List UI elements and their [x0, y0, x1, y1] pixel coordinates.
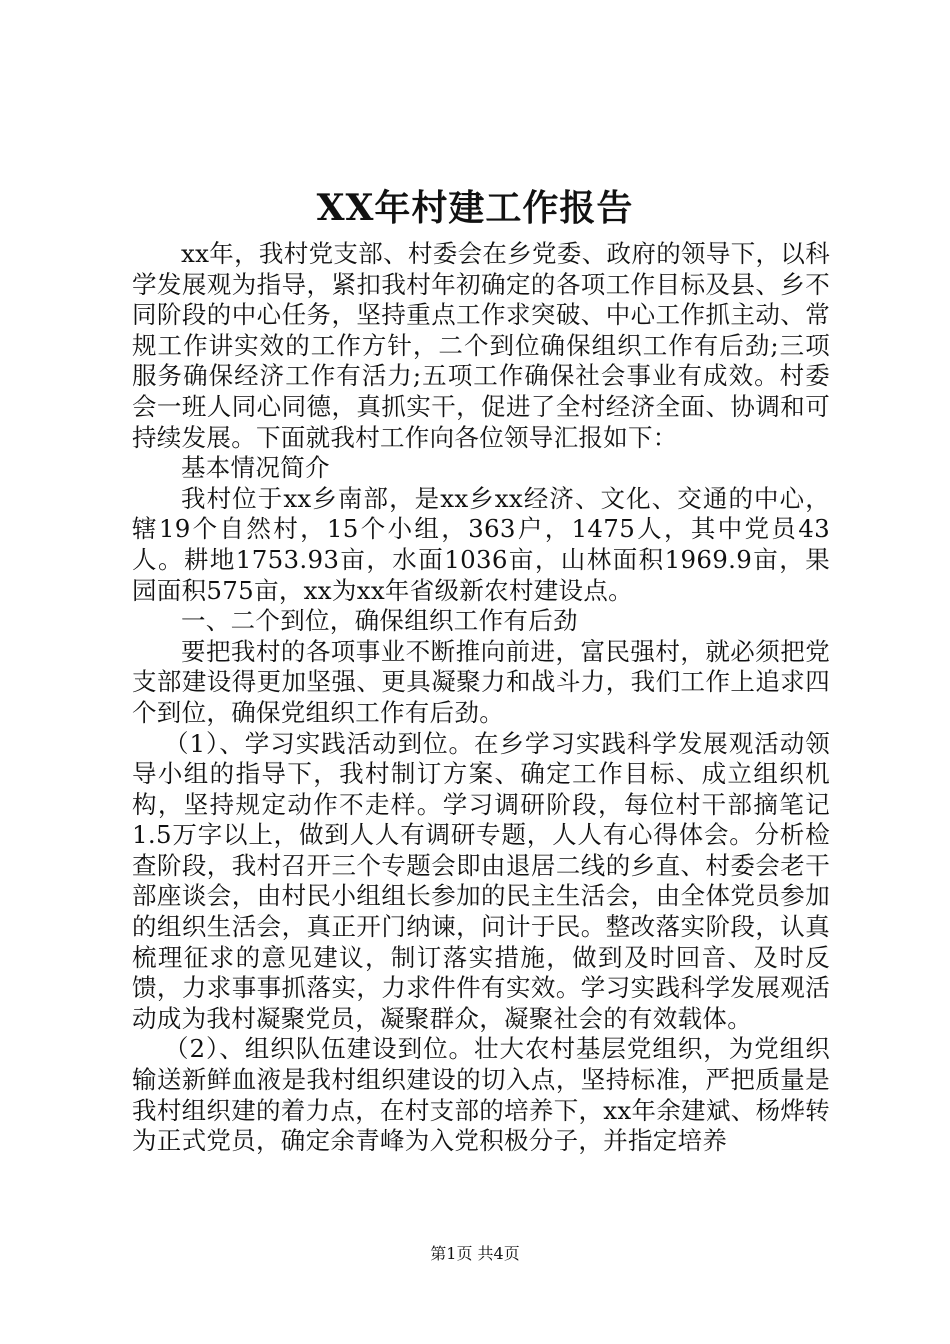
document-title: XX年村建工作报告	[316, 187, 634, 229]
paragraph-village-overview: 我村位于xx乡南部，是xx乡xx经济、文化、交通的中心，辖19个自然村，15个小组，363户，1475人，其中党员43人。耕地1753.93亩，水面1036亩，山林面积1969.9亩，果园面积575亩，xx为xx年省级新农村建设点。	[132, 483, 830, 605]
paragraph-item-1: （1）、学习实践活动到位。在乡学习实践科学发展观活动领导小组的指导下，我村制订方案、确定工作目标、成立组织机构，坚持规定动作不走样。学习调研阶段，每位村干部摘笔记1.5万字以上，做到人人有调研专题，人人有心得体会。分析检查阶段，我村召开三个专题会即由退居二线的乡直、村委会老干部座谈会，由村民小组组长参加的民主生活会，由全体党员参加的组织生活会，真正开门纳谏，问计于民。整改落实阶段，认真梳理征求的意见建议，制订落实措施，做到及时回音、及时反馈，力求事事抓落实，力求件件有实效。学习实践科学发展观活动成为我村凝聚党员，凝聚群众，凝聚社会的有效载体。	[132, 728, 830, 1033]
paragraph-item-2: （2）、组织队伍建设到位。壮大农村基层党组织，为党组织输送新鲜血液是我村组织建设的切入点，坚持标准，严把质量是我村组织建的着力点，在村支部的培养下，xx年余建斌、杨烨转为正式党员，确定余青峰为入党积极分子，并指定培养	[132, 1034, 830, 1156]
paragraph-intro: xx年，我村党支部、村委会在乡党委、政府的领导下，以科学发展观为指导，紧扣我村年初确定的各项工作目标及县、乡不同阶段的中心任务，坚持重点工作求突破、中心工作抓主动、常规工作讲实效的工作方针，二个到位确保组织工作有后劲;三项服务确保经济工作有活力;五项工作确保社会事业有成效。村委会一班人同心同德，真抓实干，促进了全村经济全面、协调和可持续发展。下面就我村工作向各位领导汇报如下：	[132, 239, 830, 452]
paragraph-part-one-intro: 要把我村的各项事业不断推向前进，富民强村，就必须把党支部建设得更加坚强、更具凝聚力和战斗力，我们工作上追求四个到位，确保党组织工作有后劲。	[132, 636, 830, 727]
section-heading-part-one: 一、二个到位，确保组织工作有后劲	[181, 606, 578, 636]
document-body	[132, 239, 830, 1157]
page-number-footer: 第1页 共4页	[430, 1244, 520, 1263]
section-heading-basic-info: 基本情况简介	[181, 453, 330, 483]
